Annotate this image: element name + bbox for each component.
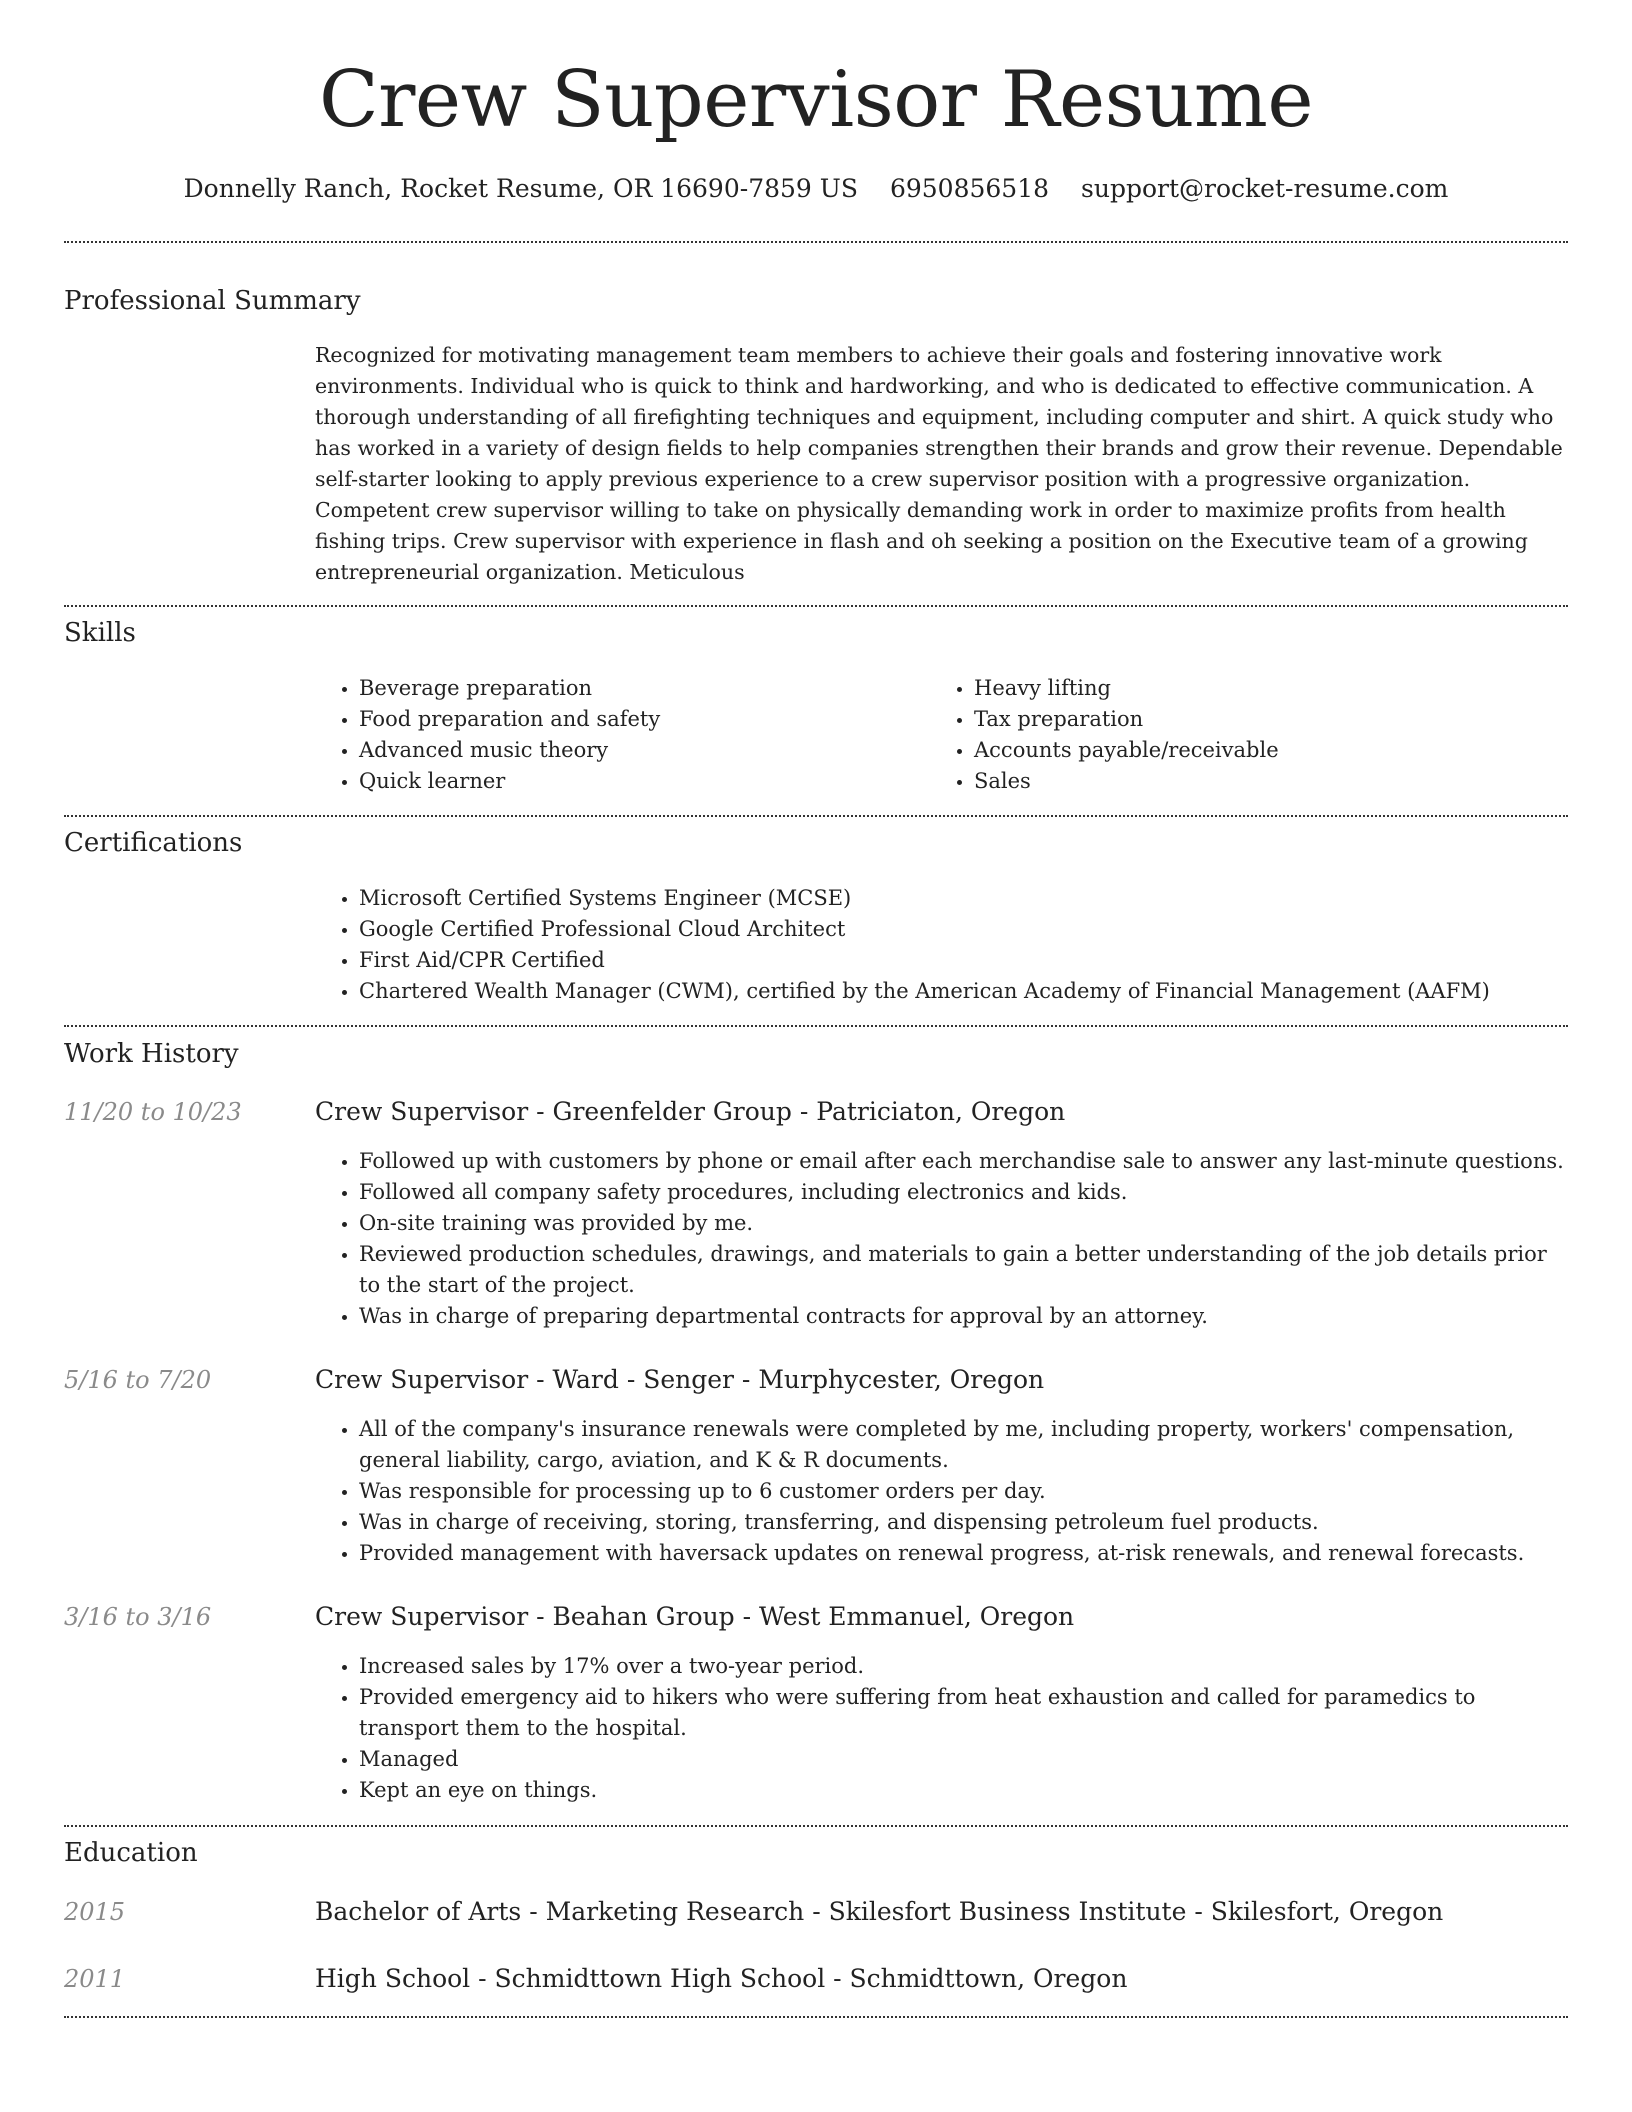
contact-email: support@rocket-resume.com [1081,174,1449,203]
job-bullet: • Was responsible for processing up to 6 customer orders per day. [359,1476,1565,1507]
job-bullet: • Followed up with customers by phone or email after each merchandise sale to answer any last-minute questions. [359,1146,1565,1177]
job-bullets [315,1651,1565,1806]
job-dates: 5/16 to 7/20 [64,1366,212,1394]
job-bullet: • Kept an eye on things. [359,1775,1565,1806]
skill-item: • Food preparation and safety [359,704,915,735]
job-title: Crew Supervisor - Ward - Senger - Murphycester, Oregon [315,1365,1045,1394]
job-bullet: • On-site training was provided by me. [359,1208,1565,1239]
job-dates: 3/16 to 3/16 [64,1603,212,1631]
skills-left-column [315,673,915,797]
education-title: High School - Schmidttown High School - Schmidttown, Oregon [315,1964,1128,1993]
job-bullet: • Managed [359,1744,1565,1775]
job-bullet: • Was in charge of preparing departmental contracts for approval by an attorney. [359,1301,1565,1332]
divider [64,241,1568,243]
divider [64,1025,1568,1027]
skill-item: • Tax preparation [974,704,1530,735]
summary-text-block [315,340,1565,588]
certifications-block [315,883,1565,1007]
skill-item: • Heavy lifting [974,673,1530,704]
divider [64,2016,1568,2018]
job-bullet: • Followed all company safety procedures, including electronics and kids. [359,1177,1565,1208]
job-bullet: • Was in charge of receiving, storing, transferring, and dispensing petroleum fuel products. [359,1507,1565,1538]
contact-address: Donnelly Ranch, Rocket Resume, OR 16690-7859 US [183,174,858,203]
certification-item: • Chartered Wealth Manager (CWM), certified by the American Academy of Financial Management (AAFM) [359,976,1565,1007]
education-title: Bachelor of Arts - Marketing Research - Skilesfort Business Institute - Skilesfort, Oregon [315,1897,1444,1926]
summary-text: Recognized for motivating management team members to achieve their goals and fostering innovative work environments. Individual who is quick to think and hardworking, and who is dedicated to effective communication. A thorough understanding of all firefighting techniques and equipment, including computer and shirt. A quick study who has worked in a variety of design fields to help companies strengthen their brands and grow their revenue. Dependable self-starter looking to apply previous experience to a crew supervisor position with a progressive organization. Competent crew supervisor willing to take on physically demanding work in order to maximize profits from health fishing trips. Crew supervisor with experience in flash and oh seeking a position on the Executive team of a growing entrepreneurial organization. Meticulous [315,343,1563,584]
job-dates: 11/20 to 10/23 [64,1098,242,1126]
job-title: Crew Supervisor - Greenfelder Group - Patriciaton, Oregon [315,1097,1066,1126]
certification-item: • Google Certified Professional Cloud Architect [359,914,1565,945]
job-bullet: • Provided management with haversack updates on renewal progress, at-risk renewals, and renewal forecasts. [359,1538,1565,1569]
education-year: 2011 [64,1965,126,1993]
skill-item: • Accounts payable/receivable [974,735,1530,766]
education-year: 2015 [64,1898,126,1926]
skills-right-column [930,673,1530,797]
divider [64,605,1568,607]
job-bullet: • All of the company's insurance renewals were completed by me, including property, workers' compensation, general liability, cargo, aviation, and K & R documents. [359,1414,1565,1476]
certifications-heading: Certifications [64,828,243,858]
page-title: Crew Supervisor Resume [318,55,1314,145]
skill-item: • Quick learner [359,766,915,797]
certification-item: • First Aid/CPR Certified [359,945,1565,976]
job-bullets [315,1146,1565,1332]
contact-phone: 6950856518 [889,174,1050,203]
divider [64,815,1568,817]
skill-item: • Beverage preparation [359,673,915,704]
skill-item: • Sales [974,766,1530,797]
contact-line [0,172,1632,206]
skills-heading: Skills [64,618,136,648]
skills-block [315,673,1565,803]
job-bullets [315,1414,1565,1569]
education-heading: Education [64,1838,198,1868]
work-history-heading: Work History [64,1039,239,1069]
skill-item: • Advanced music theory [359,735,915,766]
job-bullet: • Reviewed production schedules, drawings, and materials to gain a better understanding of the job details prior to the start of the project. [359,1239,1565,1301]
job-bullet: • Increased sales by 17% over a two-year period. [359,1651,1565,1682]
summary-heading: Professional Summary [64,286,361,316]
certification-item: • Microsoft Certified Systems Engineer (MCSE) [359,883,1565,914]
job-bullet: • Provided emergency aid to hikers who were suffering from heat exhaustion and called for paramedics to transport them to the hospital. [359,1682,1565,1744]
divider [64,1825,1568,1827]
job-title: Crew Supervisor - Beahan Group - West Emmanuel, Oregon [315,1602,1075,1631]
